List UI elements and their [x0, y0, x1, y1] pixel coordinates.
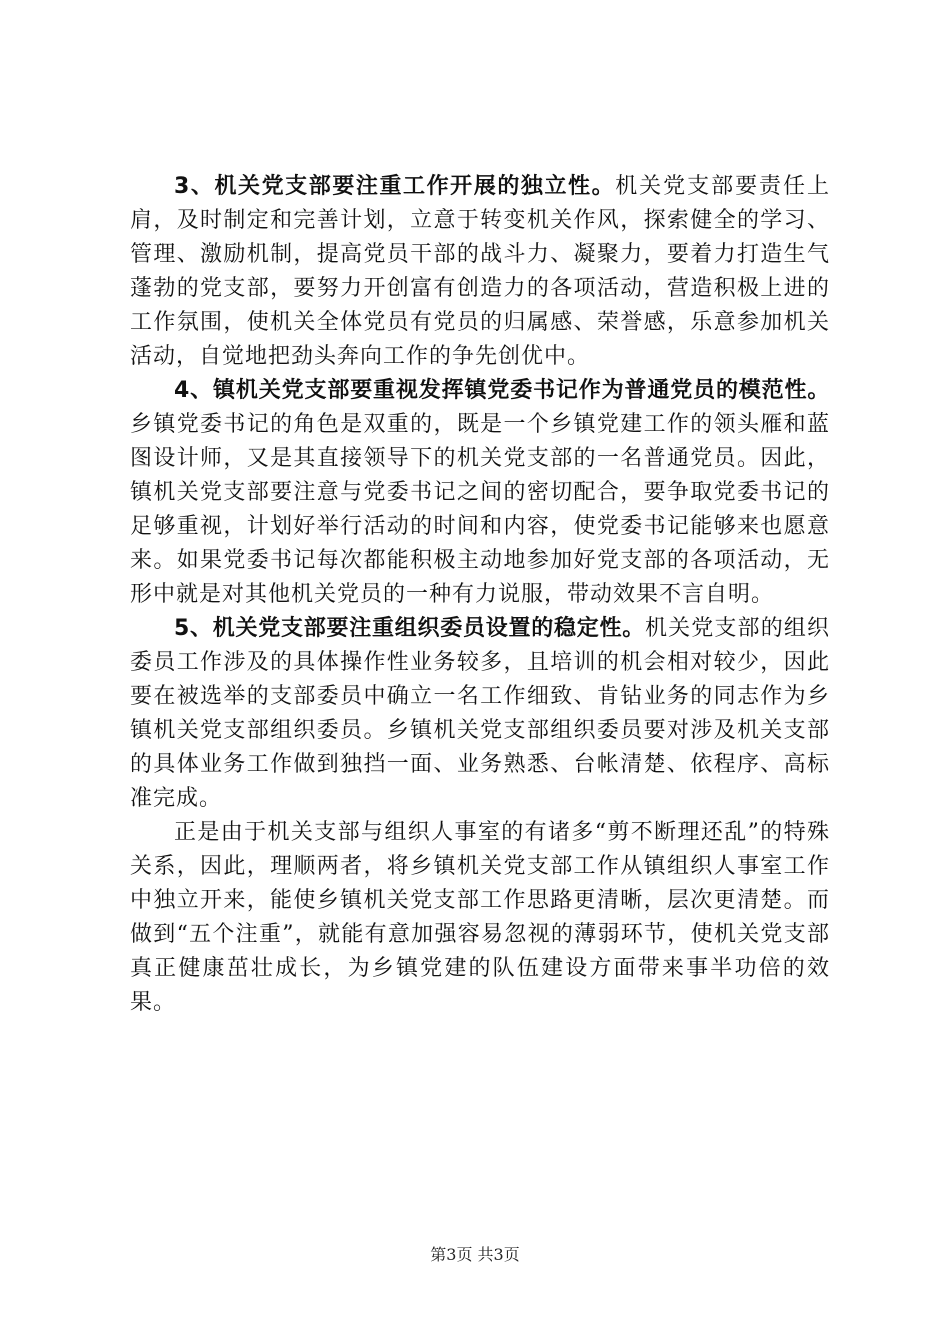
paragraph-3: [130, 170, 830, 374]
paragraph-5: [130, 612, 830, 816]
paragraph-3-text: 机关党支部要责任上肩，及时制定和完善计划，立意于转变机关作风，探索健全的学习、管理、激励机制，提高党员干部的战斗力、凝聚力，要着力打造生气蓬勃的党支部，要努力开创富有创造力的各项活动，营造积极上进的工作氛围，使机关全体党员有党员的归属感、荣誉感，乐意参加机关活动，自觉地把劲头奔向工作的争先创优中。: [130, 174, 830, 369]
closing-paragraph-text: 正是由于机关支部与组织人事室的有诸多“剪不断理还乱”的特殊关系，因此，理顺两者，将乡镇机关党支部工作从镇组织人事室工作中独立开来，能使乡镇机关党支部工作思路更清晰，层次更清楚。而做到“五个注重”，就能有意加强容易忽视的薄弱环节，使机关党支部真正健康茁壮成长，为乡镇党建的队伍建设方面带来事半功倍的效果。: [130, 820, 830, 1015]
paragraph-4-text: 乡镇党委书记的角色是双重的，既是一个乡镇党建工作的领头雁和蓝图设计师，又是其直接领导下的机关党支部的一名普通党员。因此，镇机关党支部要注意与党委书记之间的密切配合，要争取党委书记的足够重视，计划好举行活动的时间和内容，使党委书记能够来也愿意来。如果党委书记每次都能积极主动地参加好党支部的各项活动，无形中就是对其他机关党员的一种有力说服，带动效果不言自明。: [130, 412, 830, 607]
paragraph-4-heading: 4、镇机关党支部要重视发挥镇党委书记作为普通党员的模范性。: [174, 378, 830, 403]
paragraph-5-text: 机关党支部的组织委员工作涉及的具体操作性业务较多，且培训的机会相对较少，因此要在被选举的支部委员中确立一名工作细致、肯钻业务的同志作为乡镇机关党支部组织委员。乡镇机关党支部组织委员要对涉及机关支部的具体业务工作做到独挡一面、业务熟悉、台帐清楚、依程序、高标准完成。: [130, 616, 830, 811]
paragraph-4: [130, 374, 830, 612]
page-number-footer: 第3页 共3页: [430, 1245, 520, 1264]
document-body: [130, 170, 830, 1020]
closing-paragraph: [130, 816, 830, 1020]
paragraph-5-heading: 5、机关党支部要注重组织委员设置的稳定性。: [174, 616, 645, 641]
paragraph-3-heading: 3、机关党支部要注重工作开展的独立性。: [174, 174, 616, 199]
